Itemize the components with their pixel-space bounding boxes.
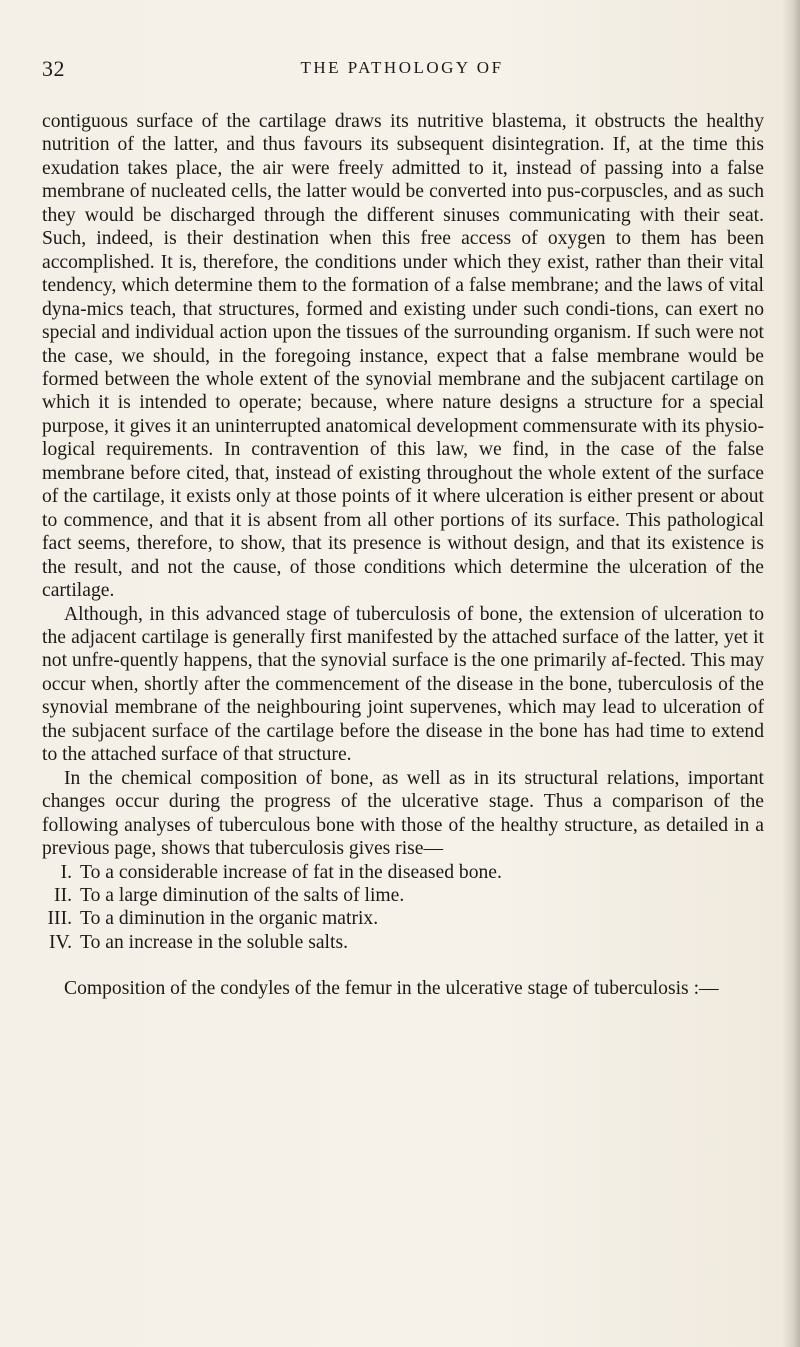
page-number: 32: [42, 56, 65, 81]
table-caption: Composition of the condyles of the femur in the ulcerative stage of tuberculosis :—: [64, 978, 719, 1000]
section-spacer: [42, 954, 764, 977]
paragraph-2: Although, in this advanced stage of tuberculosis of bone, the extension of ulceration to the adjacent cartilage is generally first manifested by the attached surface of the latter, yet it not unfre-quently happens, that the synovial surface is the one primarily af-fected. This may occur when, shortly after the commencement of the disease in the bone, tuberculosis of the synovial membrane of the neighbouring joint supervenes, which may lead to ulceration of the subjacent surface of the cartilage before the disease in the bone has had time to extend to the attached surface of that structure.: [42, 603, 764, 766]
paragraph-3: In the chemical composition of bone, as well as in its structural relations, important changes occur during the progress of the ulcerative stage. Thus a comparison of the following analyses of tuberculous bone with those of the healthy structure, as detailed in a previous page, shows that tuberculosis gives rise—: [42, 767, 764, 860]
list-item: [42, 907, 764, 930]
list-numeral: I.: [60, 861, 72, 883]
list-item-text: To a considerable increase of fat in the diseased bone.: [80, 861, 502, 883]
body-text: [42, 110, 764, 1001]
findings-list: [42, 861, 764, 955]
list-item: [42, 861, 764, 884]
list-item-text: To a large diminution of the salts of lime.: [80, 884, 405, 906]
list-numeral: III.: [47, 908, 72, 930]
list-item: [42, 931, 764, 954]
list-item-text: To a diminution in the organic matrix.: [80, 908, 379, 930]
paragraph-1: contiguous surface of the cartilage draws its nutritive blastema, it obstructs the healthy nutrition of the latter, and thus favours its subsequent disintegration. If, at the time this exudation takes place, the air were freely admitted to it, instead of passing into a false membrane of nucleated cells, the latter would be converted into pus-corpuscles, and as such they would be discharged through the different sinuses communicating with their seat. Such, indeed, is their destination when this free access of oxygen to them has been accomplished. It is, therefore, the conditions under which they exist, rather than their vital tendency, which determine them to the formation of a false membrane; and the laws of vital dyna-mics teach, that structures, formed and existing under such condi-tions, can exert no special and individual action upon the tissues of the surrounding organism. If such were not the case, we should, in the foregoing instance, expect that a false membrane would be formed between the whole extent of the synovial membrane and the subjacent cartilage on which it is intended to operate; because, where nature designs a structure for a special purpose, it gives it an uninterrupted anatomical development commensurate with its physio-logical requirements. In contravention of this law, we find, in the case of the false membrane before cited, that, instead of existing throughout the whole extent of the surface of the cartilage, it exists only at those points of it where ulceration is either present or about to commence, and that it is absent from all other portions of its surface. This pathological fact seems, therefore, to show, that its presence is without design, and that its existence is the result, and not the cause, of those conditions which determine the ulceration of the cartilage.: [42, 111, 764, 602]
list-item-text: To an increase in the soluble salts.: [80, 931, 348, 953]
running-head: [42, 56, 762, 80]
running-title: THE PATHOLOGY OF: [300, 58, 504, 77]
list-item: [42, 884, 764, 907]
list-numeral: IV.: [48, 931, 72, 953]
page-edge-shadow: [782, 0, 800, 1347]
list-numeral: II.: [54, 884, 72, 906]
